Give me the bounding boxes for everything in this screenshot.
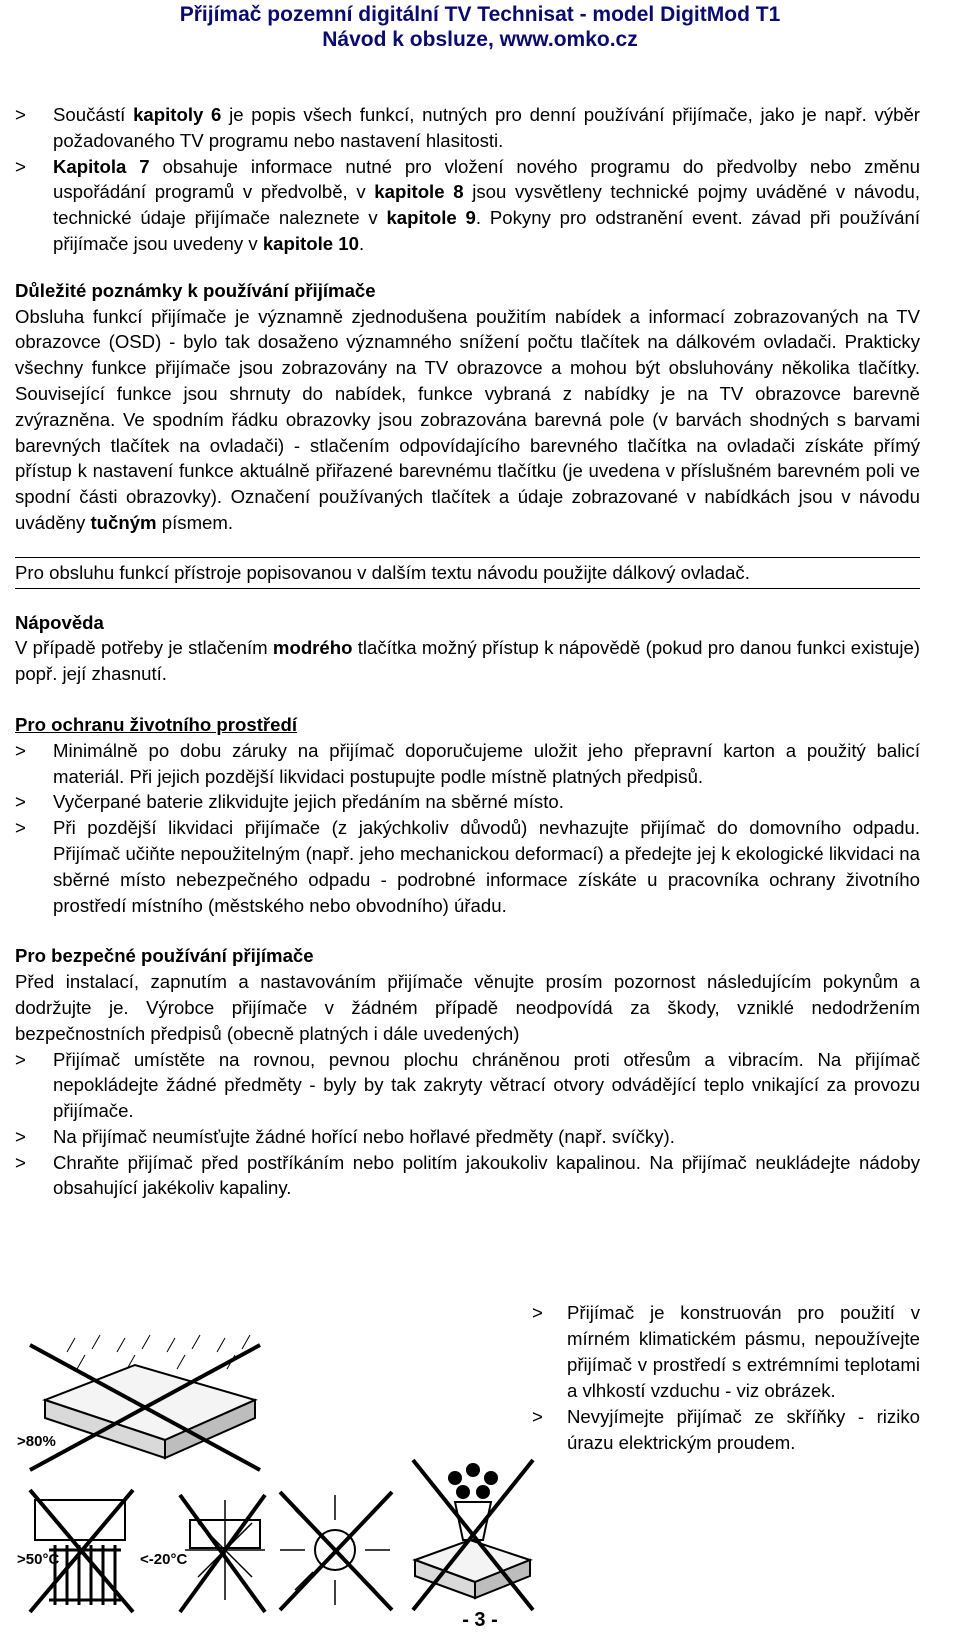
safety-heading: Pro bezpečné používání přijímače [15, 945, 314, 967]
bold-text: kapitole 10 [262, 232, 359, 254]
text: Přijímač umístěte na rovnou, pevnou plochu chráněnou proti otřesům a vibracím. Na přijímač nepokládejte žádné předměty - byly by tak zakryty větrací otvory odvádějící teplo vnikající za provozu přijímače. [53, 1048, 920, 1122]
bullet-marker: > [15, 104, 26, 125]
text: písmem. [156, 511, 234, 533]
bullet-marker: > [15, 817, 26, 839]
header-title: Přijímač pozemní digitální TV Technisat - model DigitMod T1 [179, 3, 781, 26]
main-content [15, 102, 920, 1201]
text: je popis všech funkcí, nutných pro denní používání přijímače, jako je např. výběr požadovaného TV programu nebo nastavení hlasitosti. [53, 104, 920, 151]
bold-text: kapitole 8 [374, 181, 464, 203]
climate-notes [532, 1300, 920, 1456]
bold-text: kapitoly 6 [133, 104, 222, 125]
bullet-marker: > [15, 791, 26, 813]
help-paragraph [15, 635, 920, 687]
intro-bullet-1 [15, 102, 920, 154]
page-header [0, 2, 960, 52]
text: Vyčerpané baterie zlikvidujte jejich předáním na sběrné místo. [53, 791, 564, 813]
notes-paragraph [15, 304, 920, 536]
text: Součástí [53, 104, 134, 125]
bullet-marker: > [15, 739, 26, 761]
text: . Pokyny pro odstranění event. závad při používání přijímače jsou uvedeny v [53, 207, 920, 254]
bullet-marker: > [532, 1406, 543, 1427]
bullet-marker: > [15, 1048, 26, 1070]
bullet-marker: > [532, 1302, 543, 1323]
bullet-marker: > [15, 1151, 26, 1173]
vase-warning-icon [405, 1330, 540, 1620]
text: Minimálně po dobu záruky na přijímač doporučujeme uložit jeho přepravní karton a použitý balicí materiál. Při jejich pozdější likvidaci postupujte podle místně platných předpisů. [53, 739, 920, 787]
remote-control-note: Pro obsluhu funkcí přístroje popisovanou v dalším textu návodu použijte dálkový ovladač. [15, 557, 920, 589]
intro-bullet-2 [15, 154, 920, 257]
env-item [15, 789, 920, 815]
heat-warning-icon [15, 1480, 140, 1620]
notes-heading: Důležité poznámky k používání přijímače [15, 279, 376, 301]
text: Obsluha funkcí přijímače je významně zjednodušena použitím nabídek a informací zobrazovaných na TV obrazovce (OSD) - bylo tak dosaženo významného snížení počtu tlačítek na dálkovém ovladači. Prakticky všechny funkce přijímače jsou zobrazovány na TV obrazovce a mohou být obsluhovány několika tlačítky. Související funkce jsou shrnuty do nabídek, funkce vybraná z nabídky je na TV obrazovce barevně zvýrazněna. Ve spodním řádku obrazovky jsou zobrazována barevná pole (v barvách shodných s barvami barevných tlačítek na ovladači) - stlačením odpovídajícího barevného tlačítka na ovladači získáte přímý přístup k nastavení funkce aktuálně přiřazené barevnému tlačítku (je uvedena v příslušném barevném poli ve spodní části obrazovky). Označení používaných tlačítek a údaje zobrazované v nabídkách jsou v návodu uváděny [15, 305, 920, 533]
bold-text: tučným [90, 511, 157, 533]
text: Na přijímač neumísťujte žádné hořící nebo hořlavé předměty (např. svíčky). [53, 1125, 675, 1147]
env-item [15, 738, 920, 790]
text: Nevyjímejte přijímač ze skříňky - riziko úrazu elektrickým proudem. [567, 1406, 920, 1453]
bold-text: modrého [272, 637, 353, 659]
safety-item [15, 1047, 920, 1124]
text: jsou vysvětleny technické pojmy uváděné v návodu, technické údaje přijímače naleznete v [53, 181, 920, 229]
help-heading: Nápověda [15, 611, 104, 633]
humidity-label: >80% [17, 1433, 56, 1450]
safety-item [15, 1150, 920, 1202]
climate-item [532, 1404, 920, 1456]
page-number: - 3 - [462, 1609, 498, 1631]
bullet-marker: > [15, 155, 26, 177]
text: Při pozdější likvidaci přijímače (z jakýchkoliv důvodů) nevhazujte přijímač do domovního odpadu. Přijímač učiňte nepoužitelným (např. jeho mechanickou deformací) a předejte jej k ekologické likvidaci na sběrné místo nebezpečného odpadu - podrobné informace získáte u pracovníka ochrany životního prostředí místního (městského nebo obvodního) úřadu. [53, 817, 920, 916]
text: obsahuje informace nutné pro vložení nového programu do předvolby nebo změnu uspořádání programů v předvolbě, v [53, 155, 920, 203]
header-url: Návod k obsluze, www.omko.cz [322, 28, 638, 51]
safety-intro: Před instalací, zapnutím a nastavováním přijímače věnujte prosím pozornost následujícím pokynům a dodržujte je. Výrobce přijímače v žádném případě neodpovídá za škody, vzniklé nedodržením bezpečnostních předpisů (obecně platných i dále uvedených) [15, 971, 920, 1044]
text: . [358, 232, 365, 254]
text: Chraňte přijímač před postříkáním nebo politím jakoukoliv kapalinou. Na přijímač neukládejte nádoby obsahující jakékoliv kapaliny. [53, 1151, 920, 1199]
cold-warning-icon [140, 1480, 270, 1620]
text: tlačítka možný přístup k nápovědě (pokud pro danou funkci existuje) popř. její zhasnutí. [15, 637, 920, 685]
env-item [15, 815, 920, 918]
env-heading: Pro ochranu životního prostředí [15, 713, 298, 735]
heat-label: >50°C [17, 1551, 60, 1568]
bold-text: kapitole 9 [386, 207, 476, 229]
bold-text: Kapitola 7 [53, 155, 150, 177]
safety-item [15, 1124, 920, 1150]
warning-figures [15, 1330, 575, 1620]
climate-item [532, 1300, 920, 1404]
text: V případě potřeby je stlačením [15, 637, 273, 659]
cold-label: <-20°C [140, 1551, 188, 1568]
humidity-warning-icon [15, 1330, 270, 1480]
text: Přijímač je konstruován pro použití v mírném klimatickém pásmu, nepoužívejte přijímač v prostředí s extrémními teplotami a vlhkostí vzduchu - viz obrázek. [567, 1302, 920, 1401]
bullet-marker: > [15, 1125, 26, 1147]
sun-warning-icon [270, 1480, 400, 1620]
